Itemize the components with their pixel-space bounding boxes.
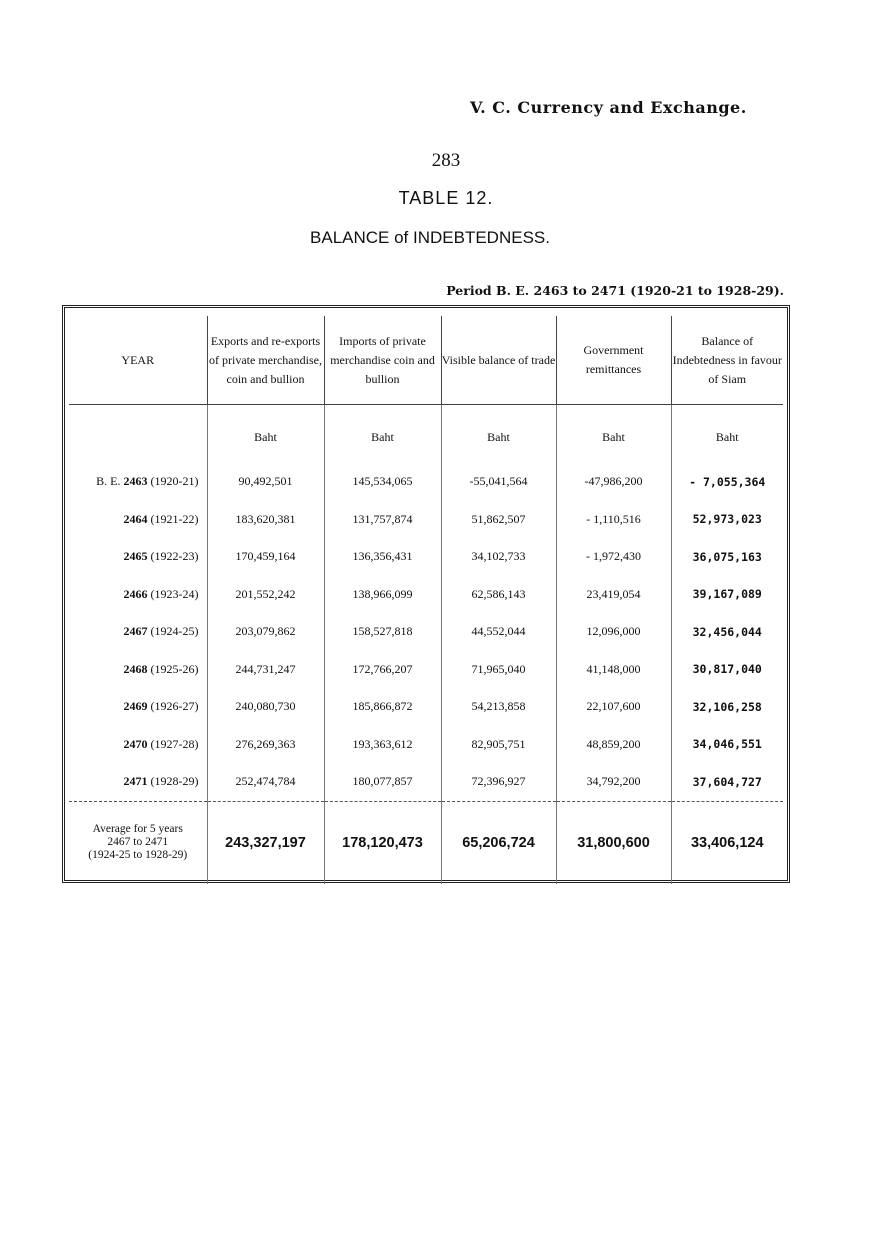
column-header-government-remittances: Government remittances	[556, 316, 671, 405]
imports-cell: 145,534,065	[324, 463, 441, 501]
unit-cell: Baht	[441, 405, 556, 464]
exports-cell: 252,474,784	[207, 763, 324, 801]
exports-cell: 244,731,247	[207, 651, 324, 689]
government-remittances-cell: 23,419,054	[556, 576, 671, 614]
ce-year: (1923-24)	[150, 586, 199, 601]
balance-cell: - 7,055,364	[671, 463, 783, 501]
table-title: BALANCE of INDEBTEDNESS.	[310, 228, 550, 247]
table-row	[69, 688, 783, 726]
exports-cell: 183,620,381	[207, 501, 324, 539]
government-remittances-cell: 34,792,200	[556, 763, 671, 801]
year-cell	[69, 763, 207, 801]
ce-year: (1925-26)	[150, 661, 199, 676]
exports-cell: 201,552,242	[207, 576, 324, 614]
table-frame	[62, 305, 790, 883]
visible-balance-cell: 71,965,040	[441, 651, 556, 689]
year-cell	[69, 613, 207, 651]
year-cell	[69, 726, 207, 764]
ce-year: (1921-22)	[150, 511, 199, 526]
table-row	[69, 538, 783, 576]
column-header-exports: Exports and re-exports of private merchandise, coin and bullion	[207, 316, 324, 405]
ce-year: (1927-28)	[150, 736, 199, 751]
be-year: 2471	[123, 774, 148, 789]
exports-cell: 276,269,363	[207, 726, 324, 764]
column-header-year: YEAR	[69, 316, 207, 405]
page-number: 283	[431, 150, 461, 171]
imports-cell: 180,077,857	[324, 763, 441, 801]
table-row	[69, 613, 783, 651]
government-remittances-cell: 48,859,200	[556, 726, 671, 764]
average-government-remittances: 31,800,600	[556, 801, 671, 884]
year-prefix: B. E.	[96, 474, 121, 489]
units-row	[69, 405, 783, 464]
average-balance: 33,406,124	[671, 801, 783, 884]
be-year: 2467	[123, 624, 148, 639]
visible-balance-cell: 44,552,044	[441, 613, 556, 651]
table-row	[69, 463, 783, 501]
table-row	[69, 726, 783, 764]
balance-cell: 32,106,258	[671, 688, 783, 726]
ce-year: (1920-21)	[150, 474, 199, 489]
visible-balance-cell: -55,041,564	[441, 463, 556, 501]
government-remittances-cell: 12,096,000	[556, 613, 671, 651]
year-cell	[69, 651, 207, 689]
ce-year: (1926-27)	[150, 699, 199, 714]
table-row	[69, 576, 783, 614]
be-year: 2470	[123, 736, 148, 751]
average-row	[69, 801, 783, 884]
be-year: 2466	[123, 586, 148, 601]
table-number: TABLE 12.	[398, 188, 494, 208]
section-title: V. C. Currency and Exchange.	[470, 98, 747, 117]
column-header-balance-of-indebtedness: Balance of Indebtedness in favour of Siam	[671, 316, 783, 405]
visible-balance-cell: 62,586,143	[441, 576, 556, 614]
imports-cell: 136,356,431	[324, 538, 441, 576]
unit-cell: Baht	[556, 405, 671, 464]
ce-year: (1924-25)	[150, 624, 199, 639]
imports-cell: 131,757,874	[324, 501, 441, 539]
balance-cell: 32,456,044	[671, 613, 783, 651]
unit-cell: Baht	[207, 405, 324, 464]
indebtedness-table	[69, 316, 783, 884]
column-header-imports: Imports of private merchandise coin and bullion	[324, 316, 441, 405]
visible-balance-cell: 51,862,507	[441, 501, 556, 539]
balance-cell: 39,167,089	[671, 576, 783, 614]
unit-cell: Baht	[324, 405, 441, 464]
average-label-line: 2467 to 2471	[107, 836, 169, 848]
visible-balance-cell: 82,905,751	[441, 726, 556, 764]
be-year: 2464	[123, 511, 148, 526]
imports-cell: 172,766,207	[324, 651, 441, 689]
imports-cell: 138,966,099	[324, 576, 441, 614]
be-year: 2469	[123, 699, 148, 714]
be-year: 2468	[123, 661, 148, 676]
imports-cell: 185,866,872	[324, 688, 441, 726]
exports-cell: 90,492,501	[207, 463, 324, 501]
government-remittances-cell: - 1,972,430	[556, 538, 671, 576]
visible-balance-cell: 54,213,858	[441, 688, 556, 726]
balance-cell: 30,817,040	[671, 651, 783, 689]
visible-balance-cell: 34,102,733	[441, 538, 556, 576]
year-cell	[69, 538, 207, 576]
be-year: 2463	[123, 474, 148, 489]
exports-cell: 203,079,862	[207, 613, 324, 651]
year-cell	[69, 688, 207, 726]
table-row	[69, 501, 783, 539]
imports-cell: 193,363,612	[324, 726, 441, 764]
average-label-line: (1924-25 to 1928-29)	[88, 849, 188, 861]
government-remittances-cell: - 1,110,516	[556, 501, 671, 539]
ce-year: (1922-23)	[150, 549, 199, 564]
government-remittances-cell: 22,107,600	[556, 688, 671, 726]
year-cell	[69, 576, 207, 614]
year-cell	[69, 463, 207, 501]
be-year: 2465	[123, 549, 148, 564]
unit-cell: Baht	[671, 405, 783, 464]
balance-cell: 36,075,163	[671, 538, 783, 576]
average-label-line: Average for 5 years	[92, 823, 183, 835]
period-caption: Period B. E. 2463 to 2471 (1920-21 to 1928-29).	[446, 283, 784, 298]
exports-cell: 170,459,164	[207, 538, 324, 576]
average-visible-balance: 65,206,724	[441, 801, 556, 884]
year-cell	[69, 501, 207, 539]
column-header-visible-balance: Visible balance of trade	[441, 316, 556, 405]
balance-cell: 52,973,023	[671, 501, 783, 539]
ce-year: (1928-29)	[150, 774, 199, 789]
unit-cell	[69, 405, 207, 464]
average-exports: 243,327,197	[207, 801, 324, 884]
visible-balance-cell: 72,396,927	[441, 763, 556, 801]
average-label	[69, 801, 207, 884]
government-remittances-cell: 41,148,000	[556, 651, 671, 689]
balance-cell: 37,604,727	[671, 763, 783, 801]
exports-cell: 240,080,730	[207, 688, 324, 726]
imports-cell: 158,527,818	[324, 613, 441, 651]
government-remittances-cell: -47,986,200	[556, 463, 671, 501]
balance-cell: 34,046,551	[671, 726, 783, 764]
table-header-row	[69, 316, 783, 405]
average-imports: 178,120,473	[324, 801, 441, 884]
table-row	[69, 651, 783, 689]
table-row	[69, 763, 783, 801]
